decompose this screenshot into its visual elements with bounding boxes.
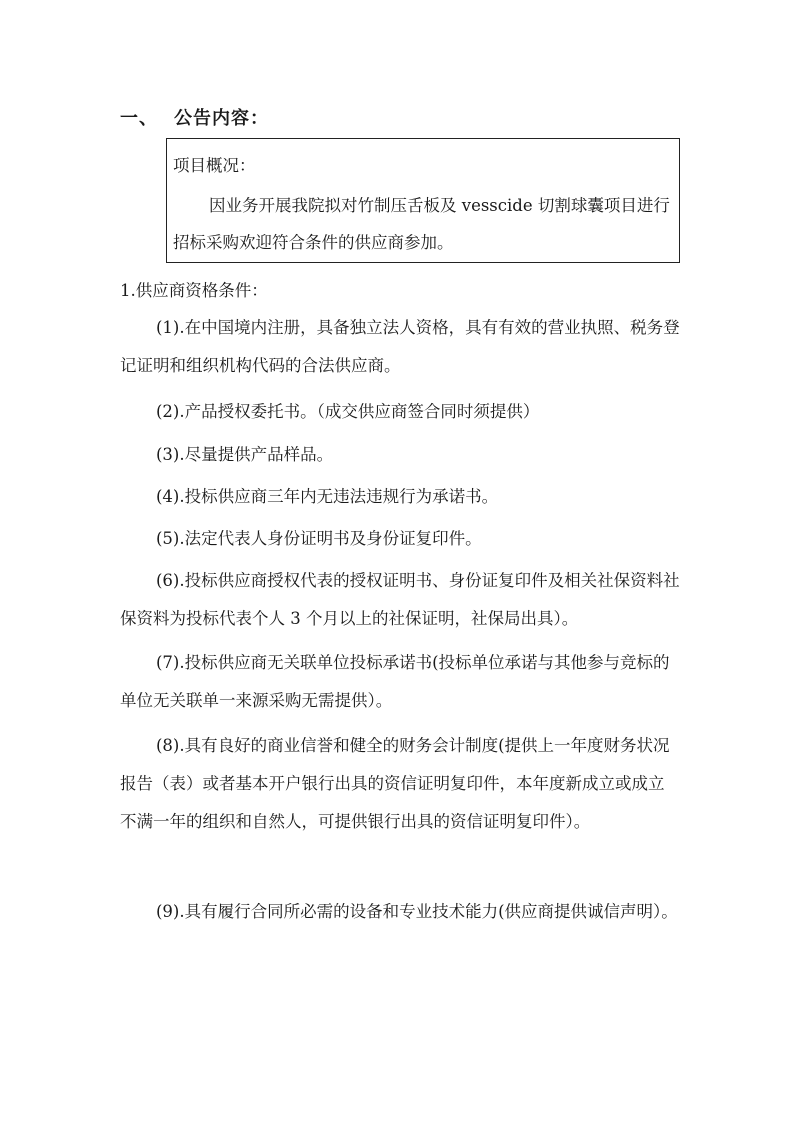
section-heading [120,104,269,130]
requirement-item-5: (5).法定代表人身份证明书及身份证复印件。 [156,529,482,548]
requirement-item-1: (1).在中国境内注册，具备独立法人资格，具有有效的营业执照、税务登记证明和组织机构代码的合法供应商。 [120,318,680,375]
requirement-item-3: (3).尽量提供产品样品。 [156,445,334,464]
requirement-item-9: (9).具有履行合同所必需的设备和专业技术能力(供应商提供诚信声明）。 [156,902,678,921]
section-title: 公告内容： [174,108,269,129]
project-overview-box [166,138,680,263]
requirements-title: 1.供应商资格条件： [120,281,268,300]
overview-title: 项目概况： [173,156,256,175]
requirement-item-4: (4).投标供应商三年内无违法违规行为承诺书。 [156,487,499,506]
section-number: 一、 [120,108,158,129]
requirement-item-8: (8).具有良好的商业信誉和健全的财务会计制度(提供上一年度财务状况报告（表）或者基本开户银行出具的资信证明复印件，本年度新成立或成立不满一年的组织和自然人，可提供银行出具的资信证明复印件）。 [120,736,670,831]
overview-text: 因业务开展我院拟对竹制压舌板及 vesscide 切割球囊项目进行招标采购欢迎符合条件的供应商参加。 [173,196,670,252]
requirement-item-2: (2).产品授权委托书。（成交供应商签合同时须提供） [156,402,540,421]
requirement-item-6: (6).投标供应商授权代表的授权证明书、身份证复印件及相关社保资料社保资料为投标代表个人 3 个月以上的社保证明，社保局出具）。 [120,571,680,628]
requirement-item-7: (7).投标供应商无关联单位投标承诺书(投标单位承诺与其他参与竞标的单位无关联单一来源采购无需提供）。 [120,653,670,710]
